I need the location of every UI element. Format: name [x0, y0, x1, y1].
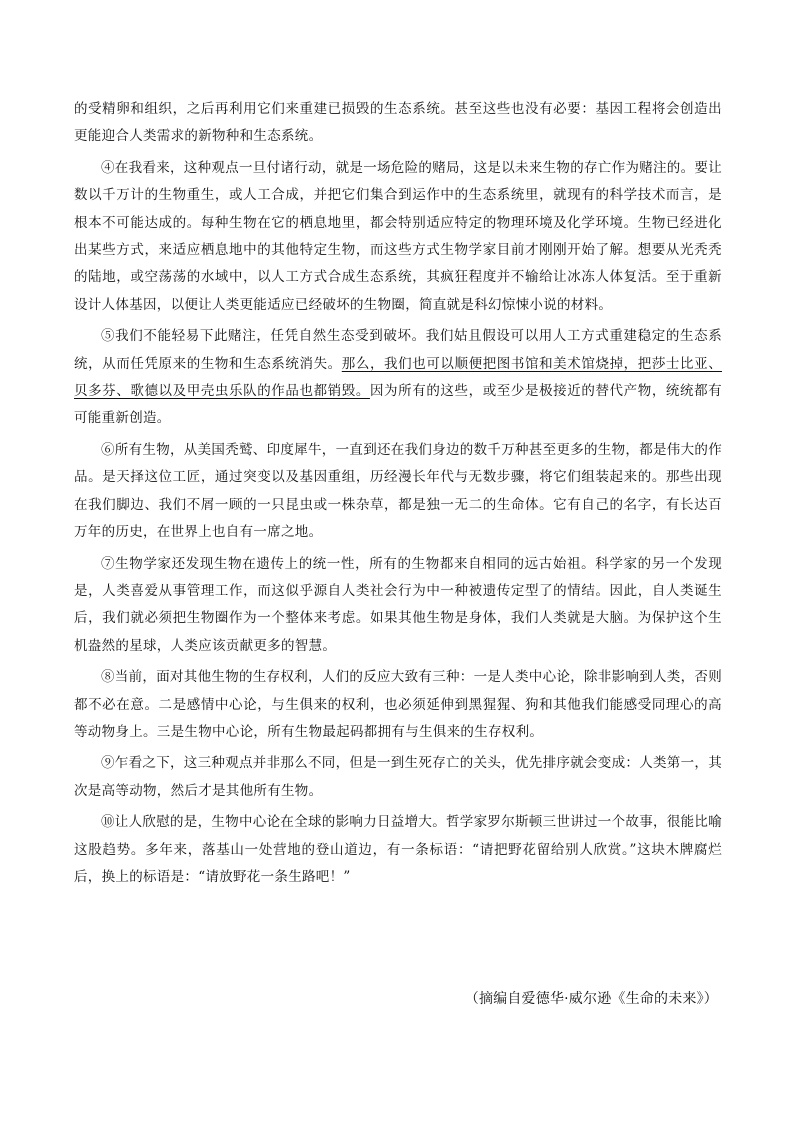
paragraph-7: ⑦生物学家还发现生物在遗传上的统一性，所有的生物都来自相同的远古始祖。科学家的另一个发现是，人类喜爱从事管理工作，而这似乎源自人类社会行为中一种被遗传定型了的情结。因此，自人类诞生后，我们就必须把生物圈作为一个整体来考虑。如果其他生物是身体，我们人类就是大脑。为保护这个生机盎然的星球，人类应该贡献更多的智慧。: [74, 555, 722, 654]
paragraph-6: ⑥所有生物，从美国秃鹫、印度犀牛，一直到还在我们身边的数千万种甚至更多的生物，都是伟大的作品。是天择这位工匠，通过突变以及基因重组，历经漫长年代与无数步骤，将它们组装起来的。那些出现在我们脚边、我们不屑一顾的一只昆虫或一株杂草，都是独一无二的生命体。它有自己的名字，有长达百万年的历史，在世界上也自有一席之地。: [74, 441, 722, 541]
paragraph-5-text-after: 因为所有的这些，或至少是极接近的替代产物，统统都有可能重新创造。: [74, 383, 722, 427]
paragraph-5: [74, 323, 722, 433]
paragraph-5-underlined-sentence: 那么，我们也可以顺便把图书馆和美术馆烧掉，把莎士比亚、贝多芬、歌德以及甲壳虫乐队的作品也都销毁。: [74, 355, 722, 400]
paragraph-4: ④在我看来，这种观点一旦付诸行动，就是一场危险的赌局，这是以未来生物的存亡作为赌注的。要让数以千万计的生物重生，或人工合成，并把它们集合到运作中的生态系统里，就现有的科学技术而言，是根本不可能达成的。每种生物在它的栖息地里，都会特别适应特定的物理环境及化学环境。生物已经进化出某些方式，来适应栖息地中的其他特定生物，而这些方式生物学家目前才刚刚开始了解。想要从光秃秃的陆地，或空荡荡的水域中，以人工方式合成生态系统，其疯狂程度并不输给让冰冻人体复活。至于重新设计人体基因，以便让人类更能适应已经破坏的生物圈，简直就是科幻惊悚小说的材料。: [74, 159, 722, 313]
article-body: [74, 96, 722, 895]
paragraph-continuation: 的受精卵和组织，之后再利用它们来重建已损毁的生态系统。甚至这些也没有必要：基因工程将会创造出更能迎合人类需求的新物种和生态系统。: [74, 101, 722, 145]
paragraph-10: ⑩让人欣慰的是，生物中心论在全球的影响力日益增大。哲学家罗尔斯顿三世讲过一个故事，很能比喻这股趋势。多年来，落基山一处营地的登山道边，有一条标语：“请把野花留给别人欣赏。”这块木牌腐烂后，换上的标语是：“请放野花一条生路吧！”: [74, 814, 722, 885]
paragraph-9: ⑨乍看之下，这三种观点并非那么不同，但是一到生死存亡的关头，优先排序就会变成：人类第一，其次是高等动物，然后才是其他所有生物。: [74, 755, 722, 799]
paragraph-5-text-before: ⑤我们不能轻易下此赌注，任凭自然生态受到破坏。我们姑且假设可以用人工方式重建稳定的生态系统，从而任凭原来的生物和生态系统消失。: [74, 328, 722, 372]
source-attribution: （摘编自爱德华·威尔逊《生命的未来》）: [464, 991, 718, 1007]
paragraph-8: ⑧当前，面对其他生物的生存权利，人们的反应大致有三种：一是人类中心论，除非影响到人类，否则都不必在意。二是感情中心论，与生俱来的权利，也必须延伸到黑猩猩、狗和其他我们能感受同理心的高等动物身上。三是生物中心论，所有生物最起码都拥有与生俱来的生存权利。: [74, 669, 722, 740]
